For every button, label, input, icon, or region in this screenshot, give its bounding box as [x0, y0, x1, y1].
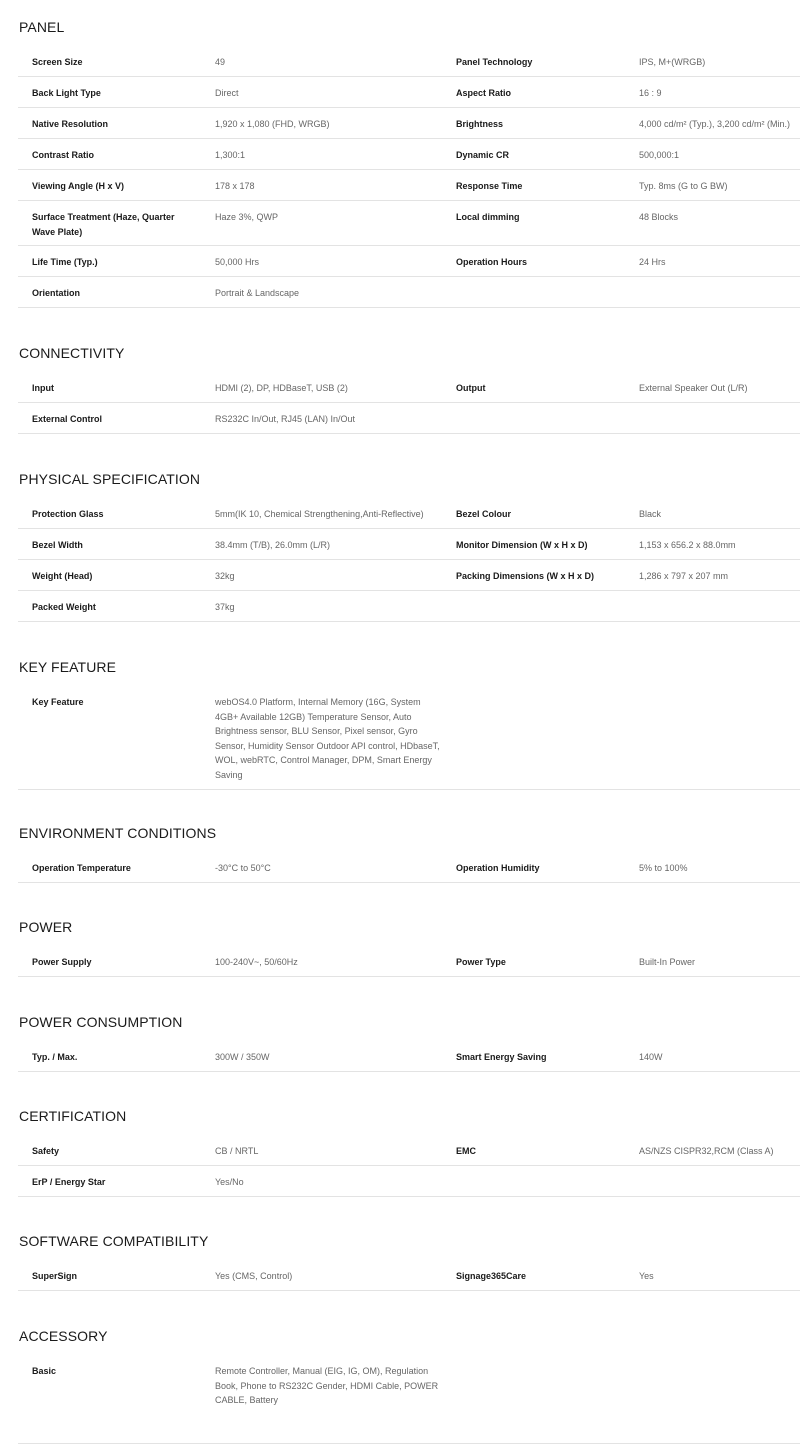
spec-label: Surface Treatment (Haze, Quarter Wave Plate): [32, 212, 175, 237]
spec-label: Screen Size: [32, 57, 83, 67]
spec-label: Protection Glass: [32, 509, 104, 519]
section-title: POWER: [19, 919, 73, 935]
spec-value: 48 Blocks: [639, 212, 679, 222]
spec-value: IPS, M+(WRGB): [639, 57, 706, 67]
section-title: ACCESSORY: [19, 1328, 108, 1344]
spec-row: [18, 591, 800, 622]
spec-label: SuperSign: [32, 1271, 78, 1281]
spec-value: 16 : 9: [639, 88, 662, 98]
spec-value: 50,000 Hrs: [215, 257, 260, 267]
spec-value: Yes: [639, 1271, 654, 1281]
spec-rows: [18, 498, 800, 622]
section-title: ENVIRONMENT CONDITIONS: [19, 825, 217, 841]
spec-row: [18, 1260, 800, 1291]
spec-value: 38.4mm (T/B), 26.0mm (L/R): [215, 540, 331, 550]
spec-row: [18, 372, 800, 403]
section-title: PHYSICAL SPECIFICATION: [19, 471, 201, 487]
spec-label: Packing Dimensions (W x H x D): [456, 571, 595, 581]
spec-value: 1,286 x 797 x 207 mm: [639, 571, 729, 581]
spec-value: 37kg: [215, 602, 235, 612]
spec-value: 32kg: [215, 571, 235, 581]
spec-value: Typ. 8ms (G to G BW): [639, 181, 728, 191]
spec-label: Bezel Colour: [456, 509, 512, 519]
spec-label: Back Light Type: [32, 88, 101, 98]
spec-value: 500,000:1: [639, 150, 680, 160]
spec-row: [18, 560, 800, 591]
spec-label: Smart Energy Saving: [456, 1052, 547, 1062]
spec-row: [18, 1041, 800, 1072]
spec-rows: [18, 372, 800, 434]
spec-value: Black: [639, 509, 662, 519]
spec-label: ErP / Energy Star: [32, 1177, 106, 1187]
spec-label: Typ. / Max.: [32, 1052, 78, 1062]
spec-row: [18, 201, 800, 246]
spec-rows: [18, 46, 800, 308]
spec-value: Remote Controller, Manual (EIG, IG, OM), Regulation Book, Phone to RS232C Gender, HDMI Cable, POWER CABLE, Battery: [215, 1366, 439, 1405]
spec-rows: [18, 1041, 800, 1072]
spec-row: [18, 946, 800, 977]
spec-value: -30°C to 50°C: [215, 863, 271, 873]
spec-label: Power Supply: [32, 957, 92, 967]
spec-label: Safety: [32, 1146, 60, 1156]
section-title: PANEL: [19, 19, 65, 35]
spec-row: [18, 108, 800, 139]
spec-label: Operation Hours: [456, 257, 528, 267]
spec-value: External Speaker Out (L/R): [639, 383, 748, 393]
spec-value: Yes (CMS, Control): [215, 1271, 293, 1281]
spec-row: [18, 1135, 800, 1166]
spec-value: webOS4.0 Platform, Internal Memory (16G, System 4GB+ Available 12GB) Temperature Sensor, Auto Brightness sensor, BLU Sensor, Pixel sensor, Gyro Sensor, Humidity Sensor Outdoor API control, HDbaseT, WOL, webRTC, Control Manager, DPM, Smart Energy Saving: [215, 697, 440, 780]
spec-row: [18, 529, 800, 560]
spec-rows: [18, 1260, 800, 1291]
spec-label: Orientation: [32, 288, 81, 298]
spec-label: Basic: [32, 1366, 57, 1376]
spec-rows: [18, 1135, 800, 1197]
spec-value: 140W: [639, 1052, 663, 1062]
spec-value: 4,000 cd/m² (Typ.), 3,200 cd/m² (Min.): [639, 119, 791, 129]
spec-value: Built-In Power: [639, 957, 696, 967]
spec-label: Key Feature: [32, 697, 84, 707]
section-title: KEY FEATURE: [19, 659, 117, 675]
spec-label: Input: [32, 383, 54, 393]
spec-value: Portrait & Landscape: [215, 288, 300, 298]
spec-row: [18, 403, 800, 434]
spec-row: [18, 46, 800, 77]
spec-row: [18, 1355, 800, 1444]
spec-label: Operation Temperature: [32, 863, 131, 873]
spec-value: 1,153 x 656.2 x 88.0mm: [639, 540, 736, 550]
spec-value: Yes/No: [215, 1177, 244, 1187]
spec-label: Panel Technology: [456, 57, 533, 67]
spec-label: Local dimming: [456, 212, 520, 222]
section-title: CERTIFICATION: [19, 1108, 127, 1124]
spec-value: 1,920 x 1,080 (FHD, WRGB): [215, 119, 330, 129]
spec-label: Dynamic CR: [456, 150, 510, 160]
spec-value: 5mm(IK 10, Chemical Strengthening,Anti-Reflective): [215, 509, 424, 519]
spec-label: Response Time: [456, 181, 523, 191]
spec-label: Operation Humidity: [456, 863, 540, 873]
spec-value: Direct: [215, 88, 239, 98]
spec-label: Power Type: [456, 957, 506, 967]
spec-value: 5% to 100%: [639, 863, 688, 873]
spec-label: Packed Weight: [32, 602, 96, 612]
spec-value: 49: [215, 57, 226, 67]
spec-row: [18, 170, 800, 201]
section-title: CONNECTIVITY: [19, 345, 125, 361]
spec-value: 100-240V~, 50/60Hz: [215, 957, 298, 967]
spec-row: [18, 852, 800, 883]
spec-label: External Control: [32, 414, 103, 424]
spec-label: Bezel Width: [32, 540, 83, 550]
spec-label: Native Resolution: [32, 119, 109, 129]
spec-value: 1,300:1: [215, 150, 246, 160]
spec-value: AS/NZS CISPR32,RCM (Class A): [639, 1146, 774, 1156]
spec-value: Haze 3%, QWP: [215, 212, 279, 222]
spec-row: [18, 1166, 800, 1197]
spec-row: [18, 246, 800, 277]
spec-label: Aspect Ratio: [456, 88, 512, 98]
spec-rows: [18, 946, 800, 977]
spec-row: [18, 498, 800, 529]
spec-label: Monitor Dimension (W x H x D): [456, 540, 588, 550]
spec-row: [18, 686, 800, 790]
spec-value: HDMI (2), DP, HDBaseT, USB (2): [215, 383, 348, 393]
spec-label: EMC: [456, 1146, 476, 1156]
spec-label: Contrast Ratio: [32, 150, 95, 160]
section-title: POWER CONSUMPTION: [19, 1014, 183, 1030]
spec-value: 24 Hrs: [639, 257, 666, 267]
spec-rows: [18, 1355, 800, 1444]
spec-row: [18, 139, 800, 170]
spec-label: Output: [456, 383, 486, 393]
spec-row: [18, 77, 800, 108]
spec-value: 300W / 350W: [215, 1052, 270, 1062]
spec-label: Weight (Head): [32, 571, 93, 581]
spec-label: Signage365Care: [456, 1271, 527, 1281]
spec-value: CB / NRTL: [215, 1146, 259, 1156]
spec-value: 178 x 178: [215, 181, 255, 191]
spec-row: [18, 277, 800, 308]
spec-label: Life Time (Typ.): [32, 257, 98, 267]
spec-rows: [18, 852, 800, 883]
spec-value: RS232C In/Out, RJ45 (LAN) In/Out: [215, 414, 356, 424]
spec-label: Brightness: [456, 119, 504, 129]
spec-label: Viewing Angle (H x V): [32, 181, 125, 191]
spec-rows: [18, 686, 800, 790]
section-title: SOFTWARE COMPATIBILITY: [19, 1233, 209, 1249]
